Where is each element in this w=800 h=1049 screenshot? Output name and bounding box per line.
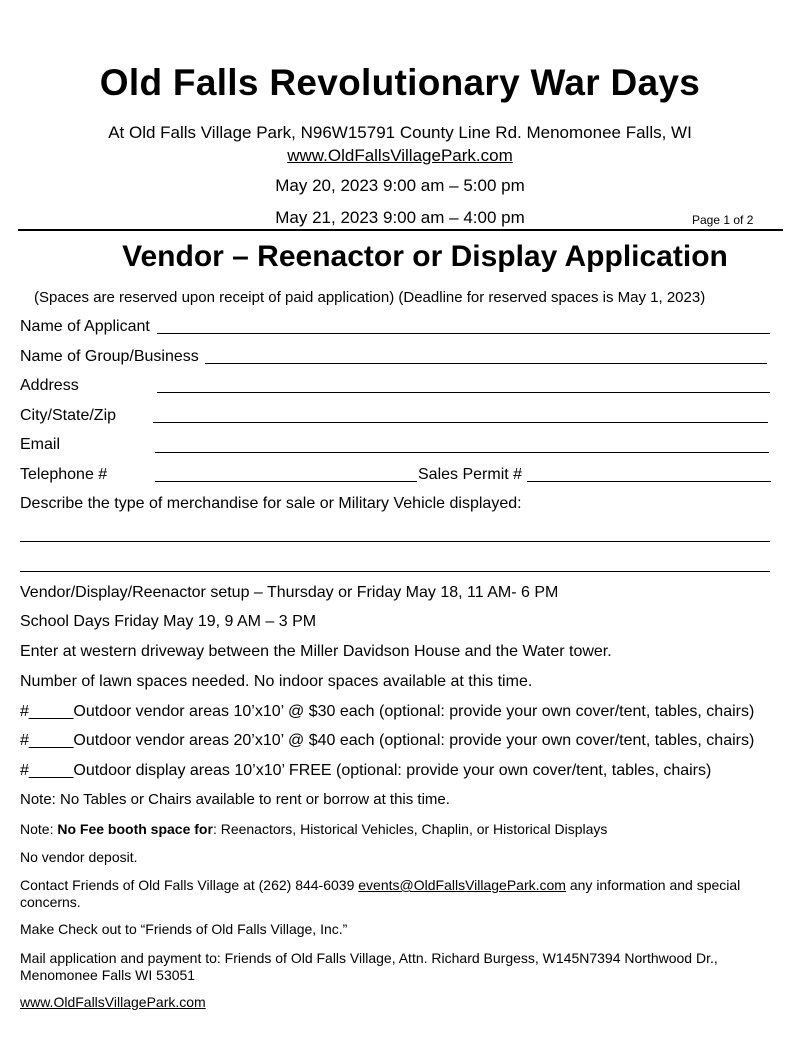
city-label: City/State/Zip bbox=[20, 407, 117, 424]
date-saturday: May 20, 2023 9:00 am – 5:00 pm bbox=[275, 176, 525, 195]
option-10x10-display[interactable]: #_____Outdoor display areas 10’x10’ FREE (optional: provide your own cover/tent, tables, chairs) bbox=[20, 762, 712, 779]
contact-info bbox=[20, 877, 780, 911]
applicant-name-label: Name of Applicant bbox=[20, 318, 150, 335]
school-days: School Days Friday May 19, 9 AM – 3 PM bbox=[20, 613, 317, 630]
deposit-info: No vendor deposit. bbox=[20, 849, 138, 865]
note-no-fee bbox=[20, 821, 607, 837]
page-number: Page 1 of 2 bbox=[692, 213, 754, 227]
deadline-notice: (Spaces are reserved upon receipt of paid application) (Deadline for reserved spaces is May 1, 2023) bbox=[34, 289, 706, 306]
setup-info: Vendor/Display/Reenactor setup – Thursday or Friday May 18, 11 AM- 6 PM bbox=[20, 584, 559, 601]
option-20x10-vendor[interactable]: #_____Outdoor vendor areas 20’x10’ @ $40 each (optional: provide your own cover/tent, tables, chairs) bbox=[20, 732, 755, 749]
check-info: Make Check out to “Friends of Old Falls Village, Inc.” bbox=[20, 921, 348, 937]
note-bold: No Fee booth space for bbox=[57, 821, 213, 837]
note-rest: : Reenactors, Historical Vehicles, Chaplin, or Historical Displays bbox=[212, 821, 608, 837]
contact-email-link[interactable]: events@OldFallsVillagePark.com bbox=[358, 877, 566, 893]
contact-text: Contact Friends of Old Falls Village at (262) 844-6039 bbox=[20, 877, 359, 893]
contact-text-2: any information and special concerns. bbox=[20, 877, 741, 910]
header-divider bbox=[18, 229, 783, 231]
date-sunday: May 21, 2023 9:00 am – 4:00 pm bbox=[275, 208, 525, 227]
permit-label: Sales Permit # bbox=[418, 466, 523, 483]
form-heading: Vendor – Reenactor or Display Application bbox=[122, 240, 728, 273]
describe-line-2[interactable] bbox=[20, 571, 770, 572]
describe-label: Describe the type of merchandise for sale or Military Vehicle displayed: bbox=[20, 495, 522, 512]
event-title: Old Falls Revolutionary War Days bbox=[99, 62, 701, 103]
applicant-name-field[interactable] bbox=[157, 333, 770, 334]
address-label: Address bbox=[20, 377, 79, 394]
event-location: At Old Falls Village Park, N96W15791 County Line Rd. Menomonee Falls, WI bbox=[108, 123, 692, 142]
group-field[interactable] bbox=[205, 363, 767, 364]
entry-info: Enter at western driveway between the Miller Davidson House and the Water tower. bbox=[20, 643, 612, 660]
city-field[interactable] bbox=[153, 422, 768, 423]
describe-line-1[interactable] bbox=[20, 541, 770, 542]
email-label: Email bbox=[20, 436, 61, 453]
phone-field[interactable] bbox=[155, 481, 417, 482]
email-field[interactable] bbox=[155, 452, 769, 453]
option-10x10-vendor[interactable]: #_____Outdoor vendor areas 10’x10’ @ $30 each (optional: provide your own cover/tent, tables, chairs) bbox=[20, 703, 755, 720]
mail-info: Mail application and payment to: Friends of Old Falls Village, Attn. Richard Burgess, W145N7394 Northwood Dr., Menomonee Falls WI 53051 bbox=[20, 950, 718, 983]
permit-field[interactable] bbox=[527, 481, 771, 482]
note-tables: Note: No Tables or Chairs available to rent or borrow at this time. bbox=[20, 791, 450, 808]
phone-label: Telephone # bbox=[20, 466, 108, 483]
website-link[interactable]: www.OldFallsVillagePark.com bbox=[287, 146, 513, 165]
group-label: Name of Group/Business bbox=[20, 348, 199, 365]
address-field[interactable] bbox=[157, 392, 770, 393]
footer-website-link[interactable]: www.OldFallsVillagePark.com bbox=[20, 994, 206, 1010]
note-prefix: Note: bbox=[20, 821, 58, 837]
spaces-info: Number of lawn spaces needed. No indoor spaces available at this time. bbox=[20, 673, 533, 690]
